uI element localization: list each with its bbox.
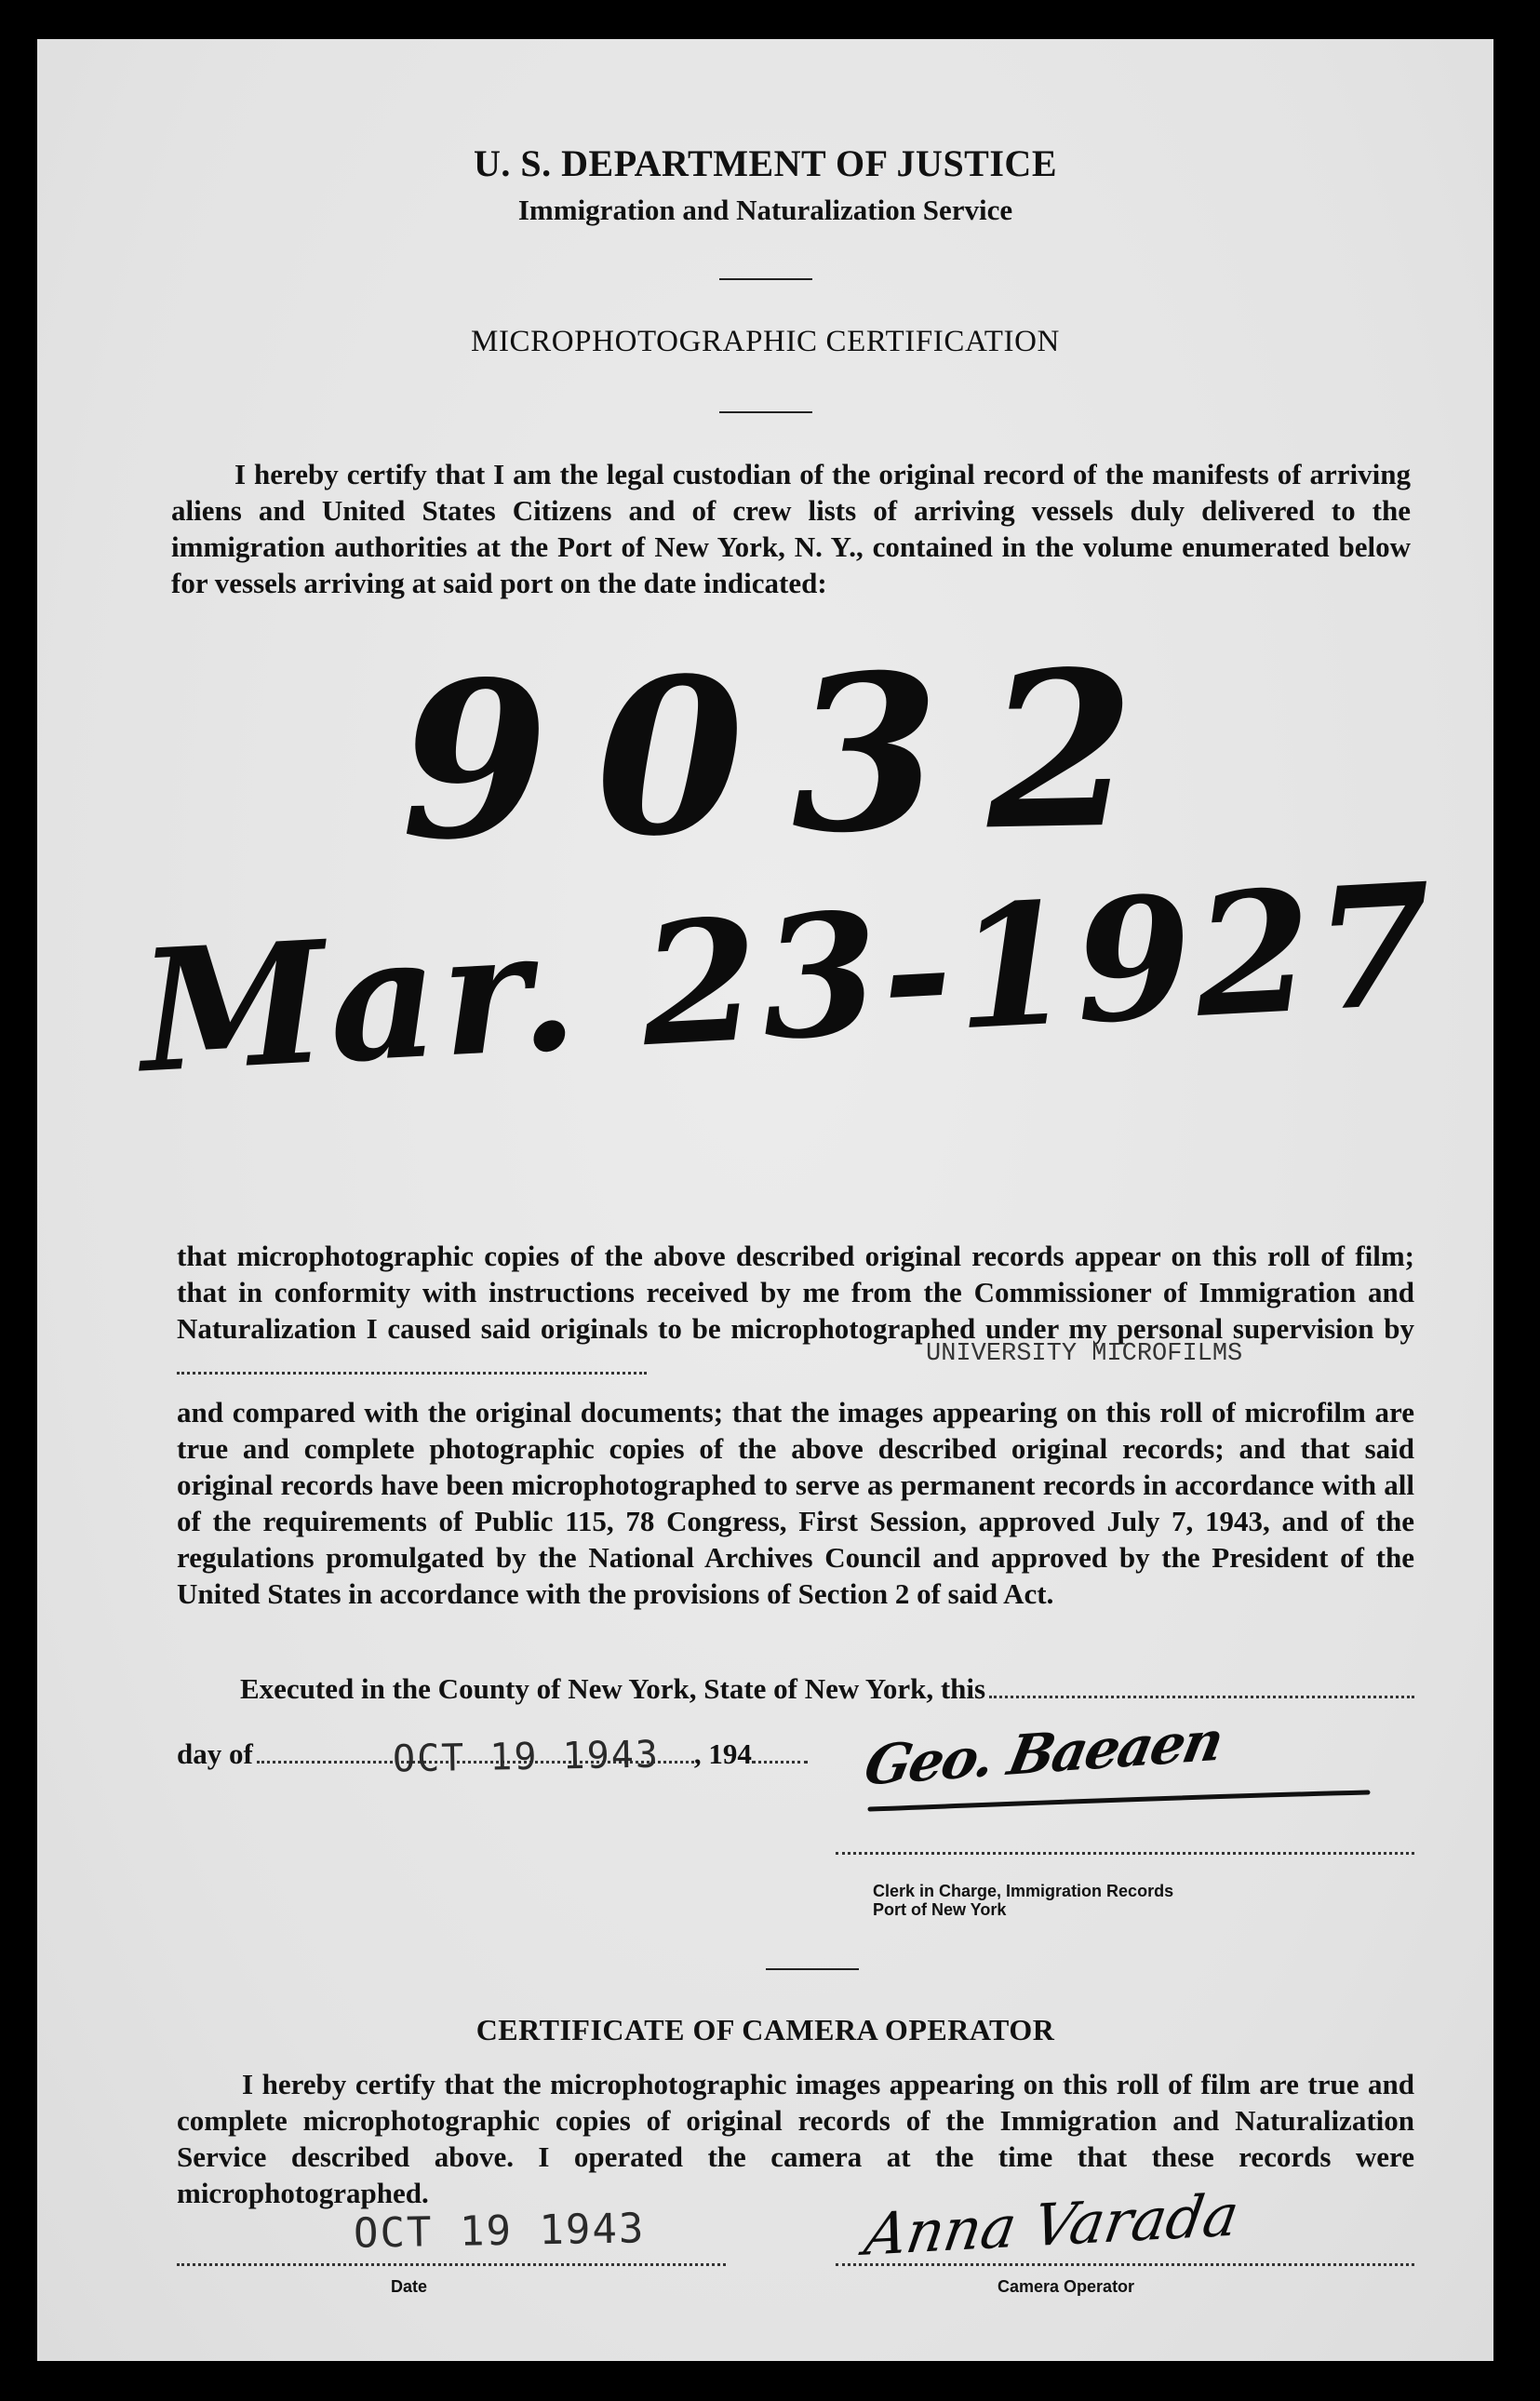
year-fill-line [752,1742,808,1764]
agency-fill-line [177,1353,647,1375]
day-of-label: day of [177,1737,253,1770]
body-text-after: and compared with the original documents; that the images appearing on this roll of microfilm are true and complete photographic copies of the above described original records; and that said original records have been microphotographed to serve as permanent records in accordance with all of the requirements of Public 115, 78 Congress, First Session, approved July 7, 1943, and of the regulations promulgated by the National Archives Council and approved by the President of the United States in accordance with the provisions of Section 2 of said Act. [177,1396,1414,1610]
body-paragraph-part2 [177,1394,1414,1612]
clerk-title-line2: Port of New York [873,1900,1007,1919]
camera-date-line [177,2263,726,2266]
service-heading: Immigration and Naturalization Service [517,194,1013,226]
intro-paragraph [171,456,1411,601]
year-prefix: , 194 [693,1737,752,1770]
camera-text: I hereby certify that the microphotographic images appearing on this roll of film are true and complete microphotographic copies of original records of the Immigration and Naturalization Service described above. I operated the camera at the time that these records were microphotographed. [177,2068,1414,2209]
camera-stamped-date: OCT 19 1943 [353,2205,646,2258]
typed-agency: UNIVERSITY MICROFILMS [926,1340,1243,1368]
document-page [37,39,1493,2361]
body-text-before: that microphotographic copies of the above described original records appear on this roll of film; that in conformity with instructions received by me from the Commissioner of Immigration and Naturalization I caused said originals to be microphotographed under my personal supervision by [177,1240,1414,1345]
divider-middle [719,411,812,413]
handwritten-date: Mar. 23-1927 [135,846,1441,1111]
operator-label: Camera Operator [998,2277,1135,2296]
clerk-title-line1: Clerk in Charge, Immigration Records [873,1882,1174,1900]
clerk-signature: Geo. Baeaen [859,1709,1227,1798]
camera-certificate-title: CERTIFICATE OF CAMERA OPERATOR [475,2013,1055,2046]
divider-top [719,278,812,280]
executed-text: Executed in the County of New York, State of New York, this [240,1672,986,1705]
operator-signature-line [836,2263,1414,2266]
execution-stamped-date: OCT 19 1943 [392,1733,661,1781]
operator-signature: Anna Varada [860,2180,1244,2269]
divider-bottom [766,1968,859,1970]
executed-line [240,1670,1414,1707]
department-heading: U. S. DEPARTMENT OF JUSTICE [474,142,1057,184]
executed-fill-line [989,1677,1414,1698]
clerk-signature-line [836,1852,1414,1855]
clerk-signature-flourish [865,1789,1386,1817]
handwritten-volume: 9032 [397,623,1185,889]
intro-text: I hereby certify that I am the legal custodian of the original record of the manifests of arriving aliens and United States Citizens and of crew lists of arriving vessels duly delivered to the immigration authorities at the Port of New York, N. Y., contained in the volume enumerated below for vessels arriving at said port on the date indicated: [171,458,1411,599]
certification-title: MICROPHOTOGRAPHIC CERTIFICATION [471,325,1060,358]
camera-date-label: Date [391,2277,428,2296]
